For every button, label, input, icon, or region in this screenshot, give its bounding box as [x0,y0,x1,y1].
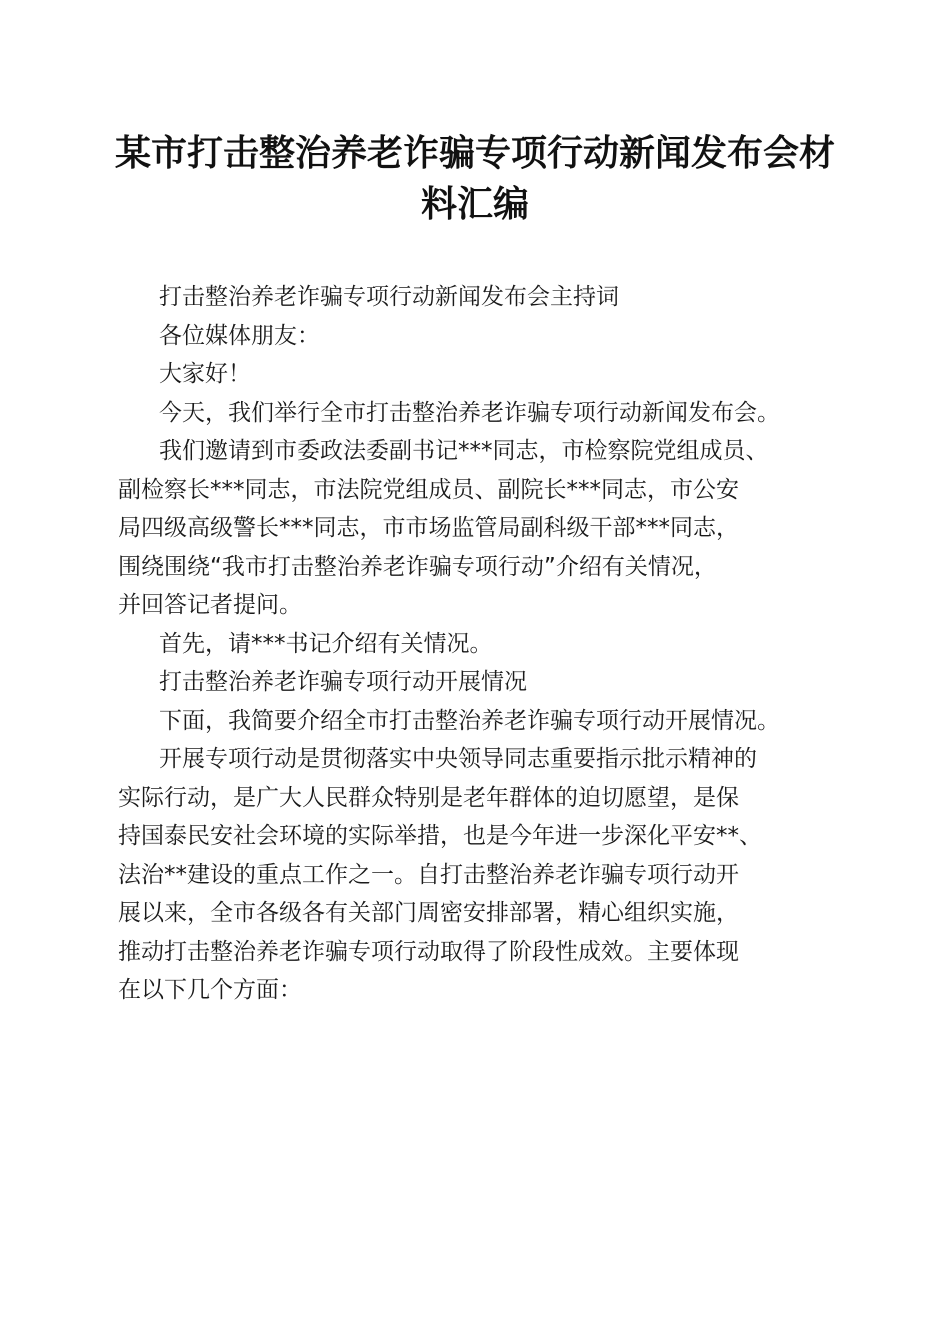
paragraph-significance-line-4: 法治**建设的重点工作之一。自打击整治养老诈骗专项行动开 [118,861,739,888]
document-title [100,128,850,230]
paragraph-significance-line-5: 展以来，全市各级各有关部门周密安排部署，精心组织实施， [118,900,739,926]
paragraph-significance-line-1: 开展专项行动是贯彻落实中央领导同志重要指示批示精神的 [159,746,757,772]
paragraph-guests-line-1: 我们邀请到市委政法委副书记***同志，市检察院党组成员、 [159,438,769,464]
paragraph-guests-line-3: 局四级高级警长***同志，市市场监管局副科级干部***同志， [118,515,739,541]
host-speech-heading: 打击整治养老诈骗专项行动新闻发布会主持词 [159,284,619,310]
paragraph-significance-line-7: 在以下几个方面： [118,977,302,1003]
document-body [118,278,858,1010]
paragraph-guests-line-2: 副检察长***同志，市法院党组成员、副院长***同志，市公安 [118,476,739,503]
salutation: 各位媒体朋友： [159,322,320,349]
paragraph-first-speaker: 首先，请***书记介绍有关情况。 [159,630,493,657]
paragraph-guests-line-5: 并回答记者提问。 [118,592,302,618]
title-line-2: 料汇编 [420,183,529,225]
paragraph-intro: 今天，我们举行全市打击整治养老诈骗专项行动新闻发布会。 [159,399,780,426]
paragraph-significance-line-6: 推动打击整治养老诈骗专项行动取得了阶段性成效。主要体现 [118,938,739,965]
section-heading: 打击整治养老诈骗专项行动开展情况 [159,669,527,695]
greeting: 大家好！ [159,361,251,387]
title-line-1: 某市打击整治养老诈骗专项行动新闻发布会材 [114,132,835,174]
paragraph-guests-line-4: 围绕围绕“我市打击整治养老诈骗专项行动”介绍有关情况， [118,553,717,580]
paragraph-significance-line-3: 持国泰民安社会环境的实际举措，也是今年进一步深化平安**、 [118,823,762,849]
paragraph-overview: 下面，我简要介绍全市打击整治养老诈骗专项行动开展情况。 [159,707,780,734]
paragraph-significance-line-2: 实际行动，是广大人民群众特别是老年群体的迫切愿望，是保 [118,784,739,811]
